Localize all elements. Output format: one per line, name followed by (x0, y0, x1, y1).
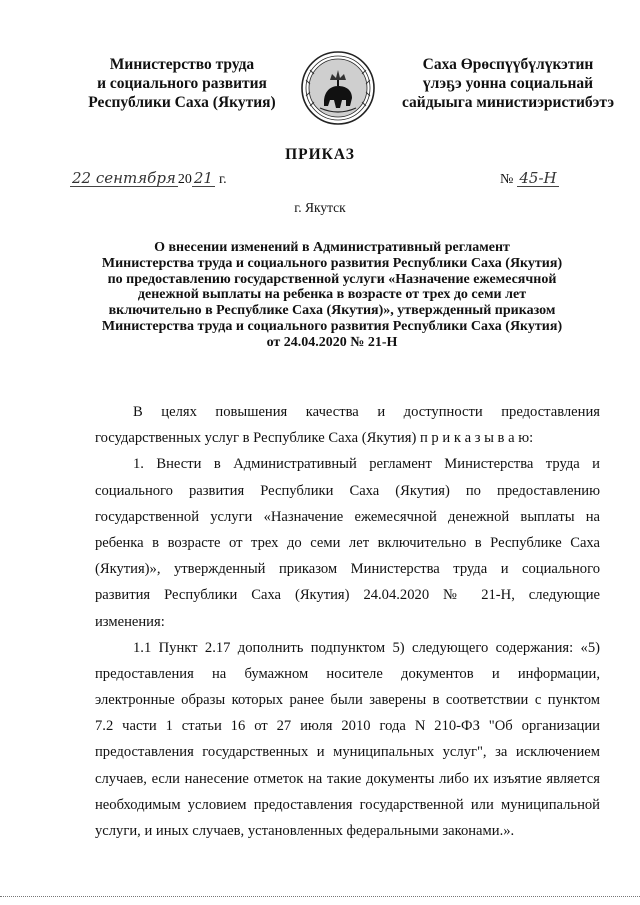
document-date (70, 170, 227, 188)
handwritten-year: 21 (193, 169, 213, 187)
body-line: развития Республики Саха (Якутия) 24.04.2020 № 21-Н, следующие (95, 587, 600, 604)
subject-line: Министерства труда и социального развития Республики Саха (Якутия) (101, 255, 563, 271)
body-line: необходимым условием предоставления государственной или муниципальной (95, 796, 600, 813)
handwritten-number: 45-Н (519, 169, 557, 187)
handwritten-date: 22 сентября (72, 169, 176, 187)
body-line: изменения: (95, 613, 165, 630)
body-line: государственной услуги «Назначение ежемесячной денежной выплаты на (95, 508, 600, 525)
body-line: 7.2 части 1 статьи 16 от 27 июля 2010 года N 210-ФЗ "Об организации (95, 718, 600, 735)
scan-bottom-edge (0, 896, 640, 897)
ministry-name-line: Министерство труда (109, 56, 255, 73)
body-line: (Якутия)», утвержденный приказом Министерства труда и социального (95, 561, 600, 578)
ministry-name-russian (72, 55, 292, 112)
document-city: г. Якутск (294, 200, 346, 215)
body-line: услуги, и иных случаев, установленных федеральными законами.». (95, 823, 515, 839)
body-line: В целях повышения качества и доступности предоставления (133, 404, 600, 420)
body-line: 1. Внести в Административный регламент Министерства труда и (133, 456, 600, 473)
body-line: социального развития Республики Саха (Якутия) по предоставлению (95, 482, 600, 499)
ministry-name-line: Саха Өрөспүүбүлүкэтин (422, 56, 594, 73)
subject-line: по предоставлению государственной услуги «Назначение ежемесячной (107, 271, 557, 287)
body-line: 1.1 Пункт 2.17 дополнить подпунктом 5) следующего содержания: «5) (133, 639, 600, 656)
ministry-name-line: үлэҕэ уонна социальнай (422, 75, 594, 92)
body-line: предоставления на бумажном носителе документов и информации, (95, 665, 600, 682)
year-prefix: 20 (177, 172, 192, 187)
ministry-name-line: Республики Саха (Якутия) (88, 94, 276, 111)
coat-of-arms-emblem (300, 50, 376, 126)
document-body (95, 399, 600, 844)
subject-line: денежной выплаты на ребенка в возрасте от трех до семи лет (137, 287, 527, 303)
ministry-name-line: и социального развития (97, 75, 267, 92)
document-subject (82, 240, 582, 351)
ministry-name-line: сайдыыга министиэристибэтэ (401, 94, 615, 111)
subject-line: включительно в Республике Саха (Якутия)», утвержденный приказом (108, 303, 556, 319)
number-sign: № (500, 172, 514, 187)
body-line: ребенка в возрасте от трех до семи лет включительно в Республике Саха (95, 534, 600, 551)
subject-line: Министерства труда и социального развития Республики Саха (Якутия) (101, 318, 563, 334)
body-line: предоставления государственных и муниципальных услуг", за исключением (95, 744, 600, 761)
subject-line: О внесении изменений в Административный регламент (154, 240, 510, 255)
document-title: ПРИКАЗ (285, 146, 355, 163)
body-line: государственных услуг в Республике Саха (Якутия) п р и к а з ы в а ю: (95, 430, 534, 447)
year-suffix: г. (218, 172, 227, 187)
body-line: электронные образы которых ранее были заверены в соответствии с пунктом (95, 692, 600, 709)
document-number (500, 170, 559, 188)
subject-line: от 24.04.2020 № 21-Н (266, 334, 398, 350)
ministry-name-yakut (390, 55, 626, 112)
body-line: случаев, если нанесение отметок на такие документы либо их изъятие является (95, 770, 600, 787)
